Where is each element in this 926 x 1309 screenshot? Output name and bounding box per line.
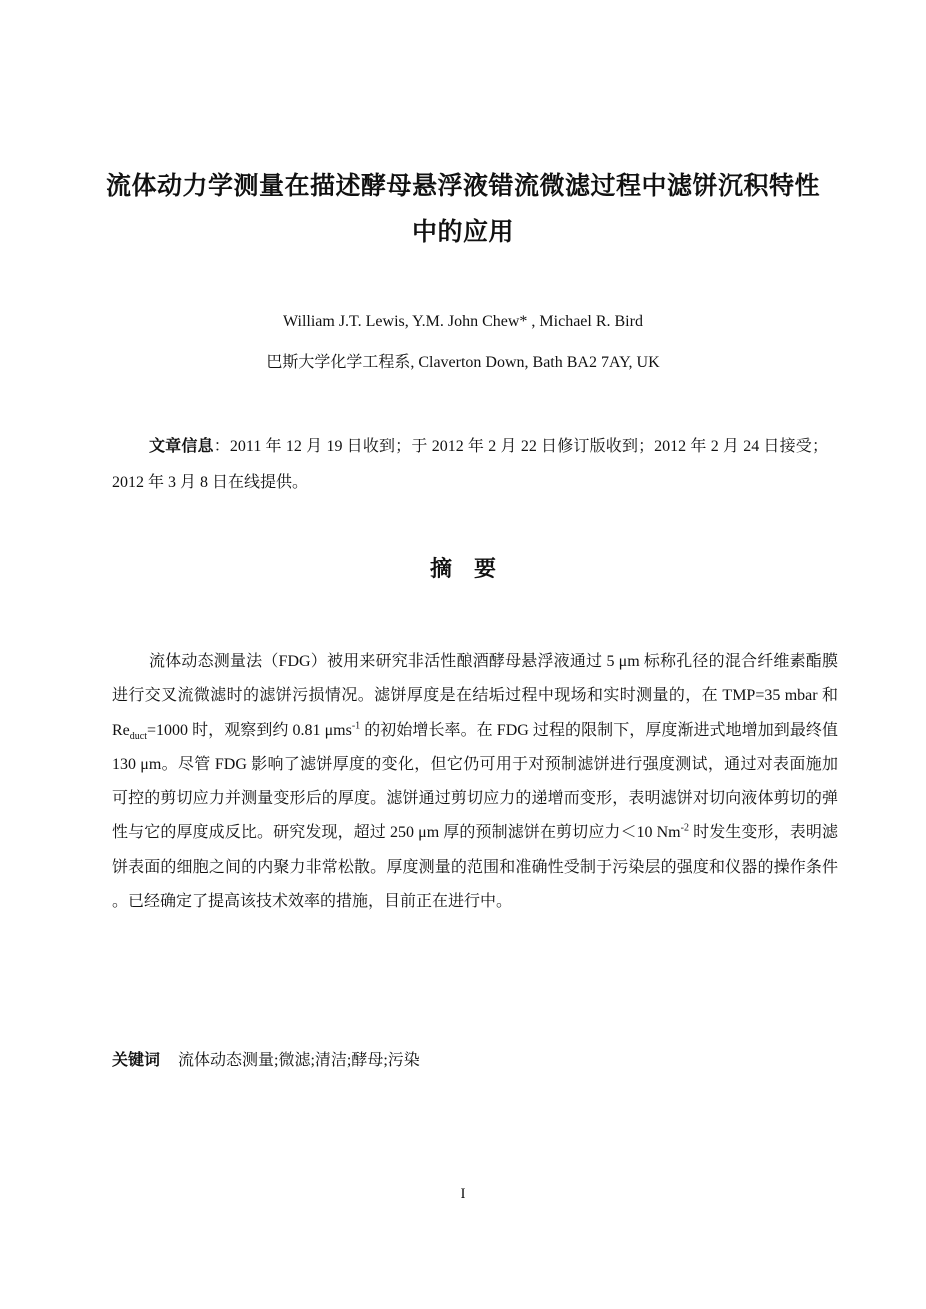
abstract-part-4: 时发生变形，表明滤饼表面的细胞之间的内聚力非常松散。厚度测量的范围和准确性受制于污染层的强度和仪器的操作条件 。已经确定了提高该技术效率的措施，目前正在进行中。 [112,824,838,911]
authors: William J.T. Lewis, Y.M. John Chew* , Michael R. Bird [283,313,643,330]
abstract-heading: 摘要 [429,557,518,582]
abstract-part-2: =1000 时，观察到约 0.81 μms [147,721,352,739]
abstract-body [112,645,838,919]
page-number: I [460,1186,466,1202]
paper-title: 流体动力学测量在描述酵母悬浮液错流微滤过程中滤饼沉积特性中的应用 [105,171,820,246]
abstract-part-3: 的初始增长率。在 FDG 过程的限制下，厚度渐进式地增加到最终值 130 μm。尽管 FDG 影响了滤饼厚度的变化，但它仍可用于对预制滤饼进行强度测试，通过对表面施加可控的剪切应力并测量变形后的厚度。滤饼通过剪切应力的递增而变形，表明滤饼对切向液体剪切的弹性与它的厚度成反比。研究发现，超过 250 μm 厚的预制滤饼在剪切应力＜10 Nm [112,721,838,842]
article-info [112,428,828,501]
re-subscript: duct [129,730,147,742]
keywords-text: 流体动态测量;微滤;清洁;酵母;污染 [178,1052,420,1069]
article-info-text: ：2011 年 12 月 19 日收到；于 2012 年 2 月 22 日修订版收到；2012 年 2 月 24 日接受；2012 年 3 月 8 日在线提供。 [112,438,828,491]
unit-superscript-2: -2 [680,823,689,835]
keywords-label: 关键词 [112,1050,161,1069]
article-info-label: 文章信息 [149,436,214,455]
unit-superscript-1: -1 [351,720,361,732]
keywords [112,1047,420,1070]
affiliation: 巴斯大学化学工程系, Claverton Down, Bath BA2 7AY, UK [266,354,660,371]
abstract-part-1: 流体动态测量法（FDG）被用来研究非活性酿酒酵母悬浮液通过 5 μm 标称孔径的混合纤维素酯膜进行交叉流微滤时的滤饼污损情况。滤饼厚度是在结垢过程中现场和实时测量的，在 TMP=35 mbar 和 Re [112,653,838,739]
